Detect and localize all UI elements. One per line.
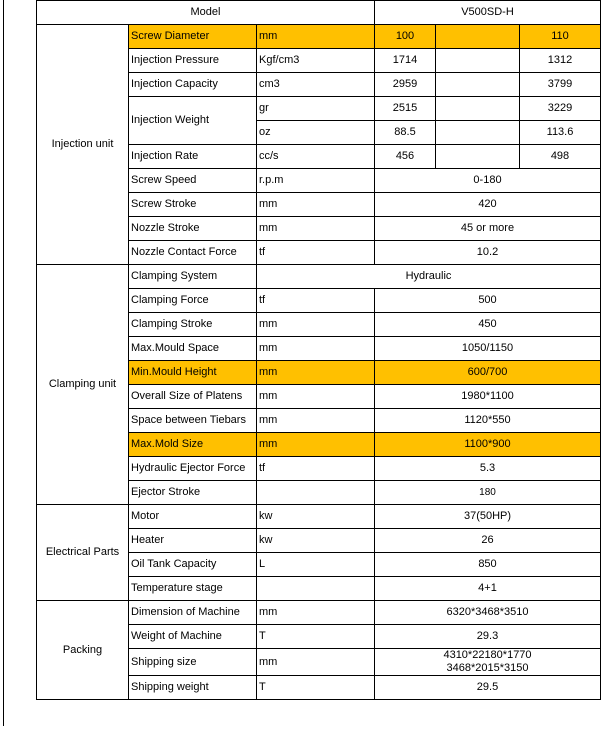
row-label: Hydraulic Ejector Force [129, 457, 257, 481]
row-value: 600/700 [375, 361, 601, 385]
table-row [37, 601, 601, 625]
row-label: Heater [129, 529, 257, 553]
model-value: V500SD-H [375, 1, 601, 25]
row-value-2: 1312 [520, 49, 601, 73]
shipping-size-line-1: 4310*22180*1770 [443, 649, 532, 661]
row-value-2: 3229 [520, 97, 601, 121]
row-value: 1980*1100 [375, 385, 601, 409]
row-unit: gr [257, 97, 375, 121]
row-unit: cc/s [257, 145, 375, 169]
row-unit: T [257, 676, 375, 700]
row-label: Oil Tank Capacity [129, 553, 257, 577]
row-label: Screw Diameter [129, 25, 257, 49]
row-value-2: 498 [520, 145, 601, 169]
row-value: 1050/1150 [375, 337, 601, 361]
row-unit: oz [257, 121, 375, 145]
row-unit: mm [257, 409, 375, 433]
row-value: Hydraulic [257, 265, 601, 289]
row-label: Screw Stroke [129, 193, 257, 217]
row-value-blank [436, 25, 520, 49]
row-unit: mm [257, 361, 375, 385]
row-label: Overall Size of Platens [129, 385, 257, 409]
row-value: 26 [375, 529, 601, 553]
row-value-2: 110 [520, 25, 601, 49]
row-label: Injection Pressure [129, 49, 257, 73]
row-unit [257, 577, 375, 601]
row-unit: Kgf/cm3 [257, 49, 375, 73]
row-value-1: 100 [375, 25, 436, 49]
row-label: Max.Mold Size [129, 433, 257, 457]
table-row [37, 505, 601, 529]
table-row [37, 265, 601, 289]
row-value-1: 2959 [375, 73, 436, 97]
row-unit [257, 481, 375, 505]
row-label: Injection Rate [129, 145, 257, 169]
row-value-2: 113.6 [520, 121, 601, 145]
row-label: Dimension of Machine [129, 601, 257, 625]
row-value-blank [436, 73, 520, 97]
group-electrical-parts: Electrical Parts [37, 505, 129, 601]
group-clamping-unit: Clamping unit [37, 265, 129, 505]
row-value-blank [436, 97, 520, 121]
row-value [375, 649, 601, 676]
row-value-2: 3799 [520, 73, 601, 97]
row-label: Ejector Stroke [129, 481, 257, 505]
row-value: 500 [375, 289, 601, 313]
row-value-blank [436, 145, 520, 169]
row-value: 1120*550 [375, 409, 601, 433]
row-unit: mm [257, 385, 375, 409]
row-value-1: 88.5 [375, 121, 436, 145]
row-label: Temperature stage [129, 577, 257, 601]
row-value: 0-180 [375, 169, 601, 193]
row-unit: kw [257, 529, 375, 553]
row-unit: T [257, 625, 375, 649]
model-label: Model [37, 1, 375, 25]
row-label: Space between Tiebars [129, 409, 257, 433]
row-value-blank [436, 121, 520, 145]
row-unit: kw [257, 505, 375, 529]
row-label: Weight of Machine [129, 625, 257, 649]
row-value: 450 [375, 313, 601, 337]
spec-table [36, 0, 601, 700]
row-value: 45 or more [375, 217, 601, 241]
row-label: Shipping size [129, 649, 257, 676]
group-packing: Packing [37, 601, 129, 700]
row-label: Max.Mould Space [129, 337, 257, 361]
left-margin-line [3, 0, 4, 726]
row-value: 420 [375, 193, 601, 217]
row-unit: mm [257, 313, 375, 337]
row-value: 180 [375, 481, 601, 505]
row-unit: mm [257, 217, 375, 241]
row-label: Clamping Stroke [129, 313, 257, 337]
row-value: 6320*3468*3510 [375, 601, 601, 625]
row-label: Injection Capacity [129, 73, 257, 97]
row-value: 850 [375, 553, 601, 577]
row-label: Shipping weight [129, 676, 257, 700]
table-row [37, 1, 601, 25]
table-row [37, 25, 601, 49]
row-unit: tf [257, 241, 375, 265]
group-injection-unit: Injection unit [37, 25, 129, 265]
row-value: 5.3 [375, 457, 601, 481]
row-unit: r.p.m [257, 169, 375, 193]
row-label: Nozzle Contact Force [129, 241, 257, 265]
row-label: Motor [129, 505, 257, 529]
row-unit: mm [257, 433, 375, 457]
row-value: 37(50HP) [375, 505, 601, 529]
row-unit: cm3 [257, 73, 375, 97]
row-label: Injection Weight [129, 97, 257, 145]
row-label: Screw Speed [129, 169, 257, 193]
row-value-1: 2515 [375, 97, 436, 121]
row-unit: mm [257, 193, 375, 217]
row-value: 4+1 [375, 577, 601, 601]
row-unit: mm [257, 25, 375, 49]
row-unit: mm [257, 601, 375, 625]
row-unit: tf [257, 457, 375, 481]
row-value: 29.5 [375, 676, 601, 700]
row-label: Nozzle Stroke [129, 217, 257, 241]
row-value-blank [436, 49, 520, 73]
row-value-1: 456 [375, 145, 436, 169]
row-unit: mm [257, 337, 375, 361]
row-unit: mm [257, 649, 375, 676]
row-label: Min.Mould Height [129, 361, 257, 385]
row-unit: L [257, 553, 375, 577]
row-unit: tf [257, 289, 375, 313]
row-value-1: 1714 [375, 49, 436, 73]
row-label: Clamping Force [129, 289, 257, 313]
row-value: 10.2 [375, 241, 601, 265]
row-label: Clamping System [129, 265, 257, 289]
row-value: 1100*900 [375, 433, 601, 457]
row-value: 29.3 [375, 625, 601, 649]
shipping-size-line-2: 3468*2015*3150 [446, 662, 529, 674]
